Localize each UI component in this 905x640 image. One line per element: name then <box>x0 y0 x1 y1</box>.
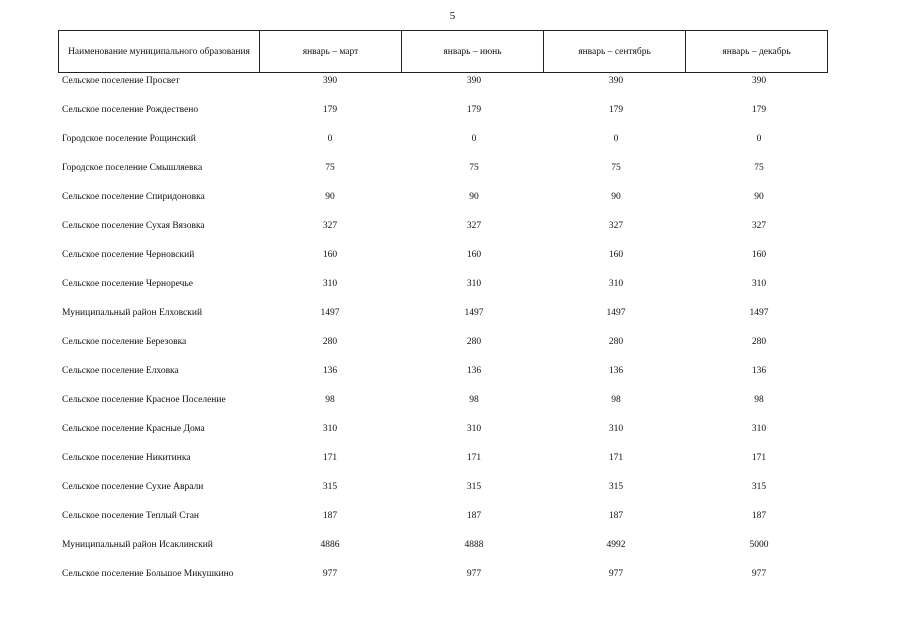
value-cell: 171 <box>751 453 767 463</box>
municipality-name: Сельское поселение Березовка <box>62 337 187 347</box>
value-cell: 310 <box>322 424 338 434</box>
table-row <box>0 191 905 221</box>
value-cell: 90 <box>754 192 764 202</box>
value-cell: 327 <box>322 221 338 231</box>
value-cell: 310 <box>751 424 767 434</box>
value-cell: 179 <box>466 105 482 115</box>
value-cell: 390 <box>751 76 767 86</box>
municipality-name: Сельское поселение Теплый Стан <box>62 511 199 521</box>
value-cell: 171 <box>608 453 624 463</box>
value-cell: 90 <box>325 192 335 202</box>
table-row <box>0 307 905 337</box>
value-cell: 390 <box>466 76 482 86</box>
value-cell: 136 <box>322 366 338 376</box>
value-cell: 1497 <box>320 308 340 318</box>
municipality-name: Городское поселение Смышляевка <box>62 163 203 173</box>
value-cell: 315 <box>608 482 624 492</box>
value-cell: 977 <box>608 569 624 579</box>
value-cell: 75 <box>325 163 335 173</box>
value-cell: 187 <box>608 511 624 521</box>
value-cell: 310 <box>608 279 624 289</box>
municipality-name: Сельское поселение Красные Дома <box>62 424 205 434</box>
value-cell: 1497 <box>606 308 626 318</box>
value-cell: 160 <box>466 250 482 260</box>
value-cell: 0 <box>613 134 619 144</box>
table-row <box>0 539 905 569</box>
value-cell: 179 <box>322 105 338 115</box>
value-cell: 160 <box>322 250 338 260</box>
value-cell: 315 <box>322 482 338 492</box>
municipality-name: Сельское поселение Никитинка <box>62 453 191 463</box>
page-number: 5 <box>449 10 456 22</box>
value-cell: 179 <box>608 105 624 115</box>
value-cell: 5000 <box>749 540 769 550</box>
municipality-name: Муниципальный район Елховский <box>62 308 203 318</box>
value-cell: 310 <box>608 424 624 434</box>
value-cell: 98 <box>469 395 479 405</box>
value-cell: 280 <box>608 337 624 347</box>
value-cell: 136 <box>751 366 767 376</box>
value-cell: 310 <box>466 279 482 289</box>
municipality-name: Сельское поселение Елховка <box>62 366 179 376</box>
value-cell: 187 <box>466 511 482 521</box>
table-row <box>0 104 905 134</box>
header-period-9m: январь – сентябрь <box>544 31 686 73</box>
value-cell: 90 <box>469 192 479 202</box>
value-cell: 977 <box>322 569 338 579</box>
municipality-name: Сельское поселение Просвет <box>62 76 180 86</box>
value-cell: 98 <box>325 395 335 405</box>
table-row <box>0 278 905 308</box>
value-cell: 327 <box>608 221 624 231</box>
municipality-name: Сельское поселение Рождествено <box>62 105 199 115</box>
municipality-name: Сельское поселение Черновский <box>62 250 195 260</box>
value-cell: 160 <box>608 250 624 260</box>
municipality-name: Сельское поселение Сухие Аврали <box>62 482 204 492</box>
table-row <box>0 133 905 163</box>
header-period-q1: январь – март <box>260 31 402 73</box>
municipality-name: Муниципальный район Исаклинский <box>62 540 213 550</box>
value-cell: 390 <box>608 76 624 86</box>
value-cell: 315 <box>466 482 482 492</box>
value-cell: 179 <box>751 105 767 115</box>
table-row <box>0 452 905 482</box>
value-cell: 1497 <box>749 308 769 318</box>
value-cell: 0 <box>756 134 762 144</box>
table-row <box>0 568 905 598</box>
value-cell: 98 <box>754 395 764 405</box>
value-cell: 310 <box>751 279 767 289</box>
value-cell: 977 <box>466 569 482 579</box>
municipality-name: Сельское поселение Сухая Вязовка <box>62 221 205 231</box>
value-cell: 160 <box>751 250 767 260</box>
municipality-name: Сельское поселение Красное Поселение <box>62 395 226 405</box>
value-cell: 4886 <box>320 540 340 550</box>
municipality-name: Сельское поселение Спиридоновка <box>62 192 205 202</box>
value-cell: 977 <box>751 569 767 579</box>
value-cell: 136 <box>466 366 482 376</box>
value-cell: 136 <box>608 366 624 376</box>
header-name-column: Наименование муниципального образования <box>59 31 260 73</box>
table-row <box>0 481 905 511</box>
value-cell: 0 <box>471 134 477 144</box>
value-cell: 171 <box>466 453 482 463</box>
value-cell: 187 <box>751 511 767 521</box>
header-period-year: январь – декабрь <box>686 31 828 73</box>
value-cell: 310 <box>322 279 338 289</box>
value-cell: 90 <box>611 192 621 202</box>
value-cell: 390 <box>322 76 338 86</box>
table-row <box>0 423 905 453</box>
value-cell: 98 <box>611 395 621 405</box>
value-cell: 4888 <box>464 540 484 550</box>
value-cell: 75 <box>611 163 621 173</box>
table-row <box>0 249 905 279</box>
municipality-name: Городское поселение Рощинский <box>62 134 196 144</box>
value-cell: 171 <box>322 453 338 463</box>
table-row <box>0 365 905 395</box>
value-cell: 1497 <box>464 308 484 318</box>
value-cell: 187 <box>322 511 338 521</box>
table-row <box>0 220 905 250</box>
value-cell: 280 <box>466 337 482 347</box>
value-cell: 315 <box>751 482 767 492</box>
table-row <box>0 75 905 105</box>
value-cell: 0 <box>327 134 333 144</box>
header-period-h1: январь – июнь <box>402 31 544 73</box>
value-cell: 327 <box>751 221 767 231</box>
value-cell: 75 <box>469 163 479 173</box>
value-cell: 75 <box>754 163 764 173</box>
table-row <box>0 510 905 540</box>
table-row <box>0 162 905 192</box>
municipality-name: Сельское поселение Большое Микушкино <box>62 569 234 579</box>
value-cell: 280 <box>322 337 338 347</box>
value-cell: 327 <box>466 221 482 231</box>
municipality-name: Сельское поселение Черноречье <box>62 279 193 289</box>
table-row <box>0 336 905 366</box>
value-cell: 4992 <box>606 540 626 550</box>
value-cell: 280 <box>751 337 767 347</box>
table-row <box>0 394 905 424</box>
value-cell: 310 <box>466 424 482 434</box>
